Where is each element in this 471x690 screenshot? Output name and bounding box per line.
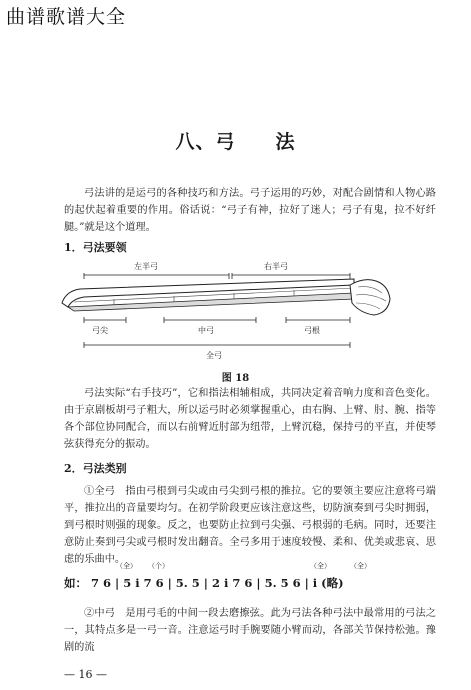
label-right-half-bow: 右半弓 xyxy=(264,262,288,271)
intro-paragraph: 弓法讲的是运弓的各种技巧和方法。弓子运用的巧妙，对配合剧情和人物心路的起伏起着重要的作用。俗话说：“弓子有神，拉好了迷人；弓子有鬼，拉不好纤腿。”就是这个道理。 xyxy=(64,188,436,233)
notation-prefix: 如： xyxy=(64,576,87,590)
section-heading-bowing-essentials: 1．弓法要领 xyxy=(64,241,127,254)
label-middle-bow: 中弓 xyxy=(198,326,214,335)
figure-caption: 图 18 xyxy=(221,373,250,384)
chapter-title: 八、弓 法 xyxy=(175,131,296,153)
site-header-title: 曲谱歌谱大全 xyxy=(6,6,127,28)
label-full-bow: 全弓 xyxy=(206,351,222,360)
bowing-essentials-paragraph: 弓法实际“右手技巧”，它和指法相辅相成，共同决定着音响力度和音色变化。由于京剧板胡弓子粗大，所以运弓时必须掌握重心，由右胸、上臂、肘、腕、指等各个部位协同配合，而以右前臂近肘部为纽带，上臂沉稳，保持弓的平直，并使琴弦获得充分的振动。 xyxy=(64,388,436,450)
section-heading-bowing-types: 2．弓法类别 xyxy=(64,462,127,475)
bow-mark-4: （全） xyxy=(350,562,371,570)
bow-stick xyxy=(62,279,354,311)
bow-mark-3: （全） xyxy=(310,562,331,570)
music-notation-example xyxy=(64,559,444,589)
middle-bow-paragraph: ②中弓 是用弓毛的中间一段去磨擦弦。此为弓法各种弓法中最常用的弓法之一，其特点多是一弓一音。注意运弓时手腕要随小臂而动，各部关节保持松弛。豫剧的流 xyxy=(64,608,436,653)
label-left-half-bow: 左半弓 xyxy=(134,262,158,271)
notation-notes: 7 6 | 5 i 7 6 | 5. 5 | 2 i 7 6 | 5. 5 6 | i (略) xyxy=(91,576,344,590)
label-bow-tip: 弓尖 xyxy=(92,326,108,335)
bow-frog xyxy=(350,280,390,315)
page-number: — 16 — xyxy=(64,668,107,681)
bow-mark-2: （个） xyxy=(148,562,169,570)
label-bow-heel: 弓根 xyxy=(304,326,320,335)
top-brackets xyxy=(84,273,350,279)
full-bow-paragraph: ①全弓 指由弓根到弓尖或由弓尖到弓根的推拉。它的要领主要应注意将弓端平，推拉出的音量要均匀。在初学阶段更应该注意这些，切防演奏到弓尖时拥弱，到弓根时则强的现象。反之，也要防止拉到弓尖强、弓根弱的毛病。同时，还要注意防止奏到弓尖或弓根时发出翻音。全弓多用于速度较慢、柔和、优美或悲哀、思虑的乐曲中。 xyxy=(64,486,436,565)
bow-diagram xyxy=(54,255,414,365)
bow-mark-1: （全） xyxy=(116,562,137,570)
